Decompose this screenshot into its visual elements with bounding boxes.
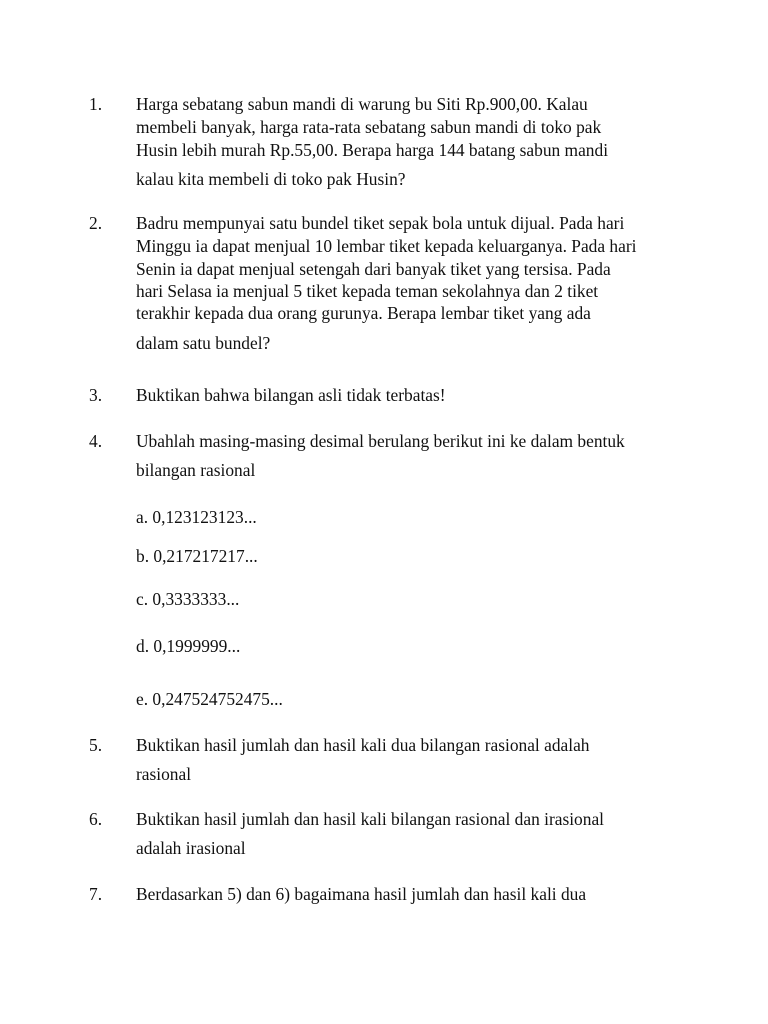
question-text-line: Ubahlah masing-masing desimal berulang berikut ini ke dalam bentuk xyxy=(136,431,625,451)
question-text-line: Buktikan bahwa bilangan asli tidak terbatas! xyxy=(136,385,446,405)
question-text-line: terakhir kepada dua orang gurunya. Berapa lembar tiket yang ada xyxy=(136,303,591,323)
sub-item-d: d. 0,1999999... xyxy=(136,636,241,656)
question-number: 3. xyxy=(89,385,103,405)
question-number: 1. xyxy=(89,94,103,114)
question-number: 5. xyxy=(89,735,103,755)
sub-item-e: e. 0,247524752475... xyxy=(136,689,283,709)
question-number: 4. xyxy=(89,431,103,451)
sub-item-c: c. 0,3333333... xyxy=(136,589,240,609)
sub-item-a: a. 0,123123123... xyxy=(136,507,257,527)
question-text-line: Badru mempunyai satu bundel tiket sepak bola untuk dijual. Pada hari xyxy=(136,213,625,233)
question-text-line: Berdasarkan 5) dan 6) bagaimana hasil jumlah dan hasil kali dua xyxy=(136,884,587,904)
question-number: 2. xyxy=(89,213,103,233)
question-text-line: membeli banyak, harga rata-rata sebatang sabun mandi di toko pak xyxy=(136,117,602,137)
question-text-line: Buktikan hasil jumlah dan hasil kali bilangan rasional dan irasional xyxy=(136,809,604,829)
question-text-line: bilangan rasional xyxy=(136,460,256,480)
sub-item-b: b. 0,217217217... xyxy=(136,546,258,566)
question-text-line: Harga sebatang sabun mandi di warung bu Siti Rp.900,00. Kalau xyxy=(136,94,588,114)
question-text-line: rasional xyxy=(136,764,192,784)
question-number: 6. xyxy=(89,809,103,829)
question-text-line: hari Selasa ia menjual 5 tiket kepada teman sekolahnya dan 2 tiket xyxy=(136,281,599,301)
question-text-line: adalah irasional xyxy=(136,838,246,858)
question-text-line: Husin lebih murah Rp.55,00. Berapa harga 144 batang sabun mandi xyxy=(136,140,609,160)
question-text-line: Minggu ia dapat menjual 10 lembar tiket kepada keluarganya. Pada hari xyxy=(136,236,637,256)
question-text-line: kalau kita membeli di toko pak Husin? xyxy=(136,169,406,189)
question-text-line: Senin ia dapat menjual setengah dari banyak tiket yang tersisa. Pada xyxy=(136,259,611,279)
question-number: 7. xyxy=(89,884,103,904)
question-text-line: dalam satu bundel? xyxy=(136,333,271,353)
question-text-line: Buktikan hasil jumlah dan hasil kali dua bilangan rasional adalah xyxy=(136,735,590,755)
